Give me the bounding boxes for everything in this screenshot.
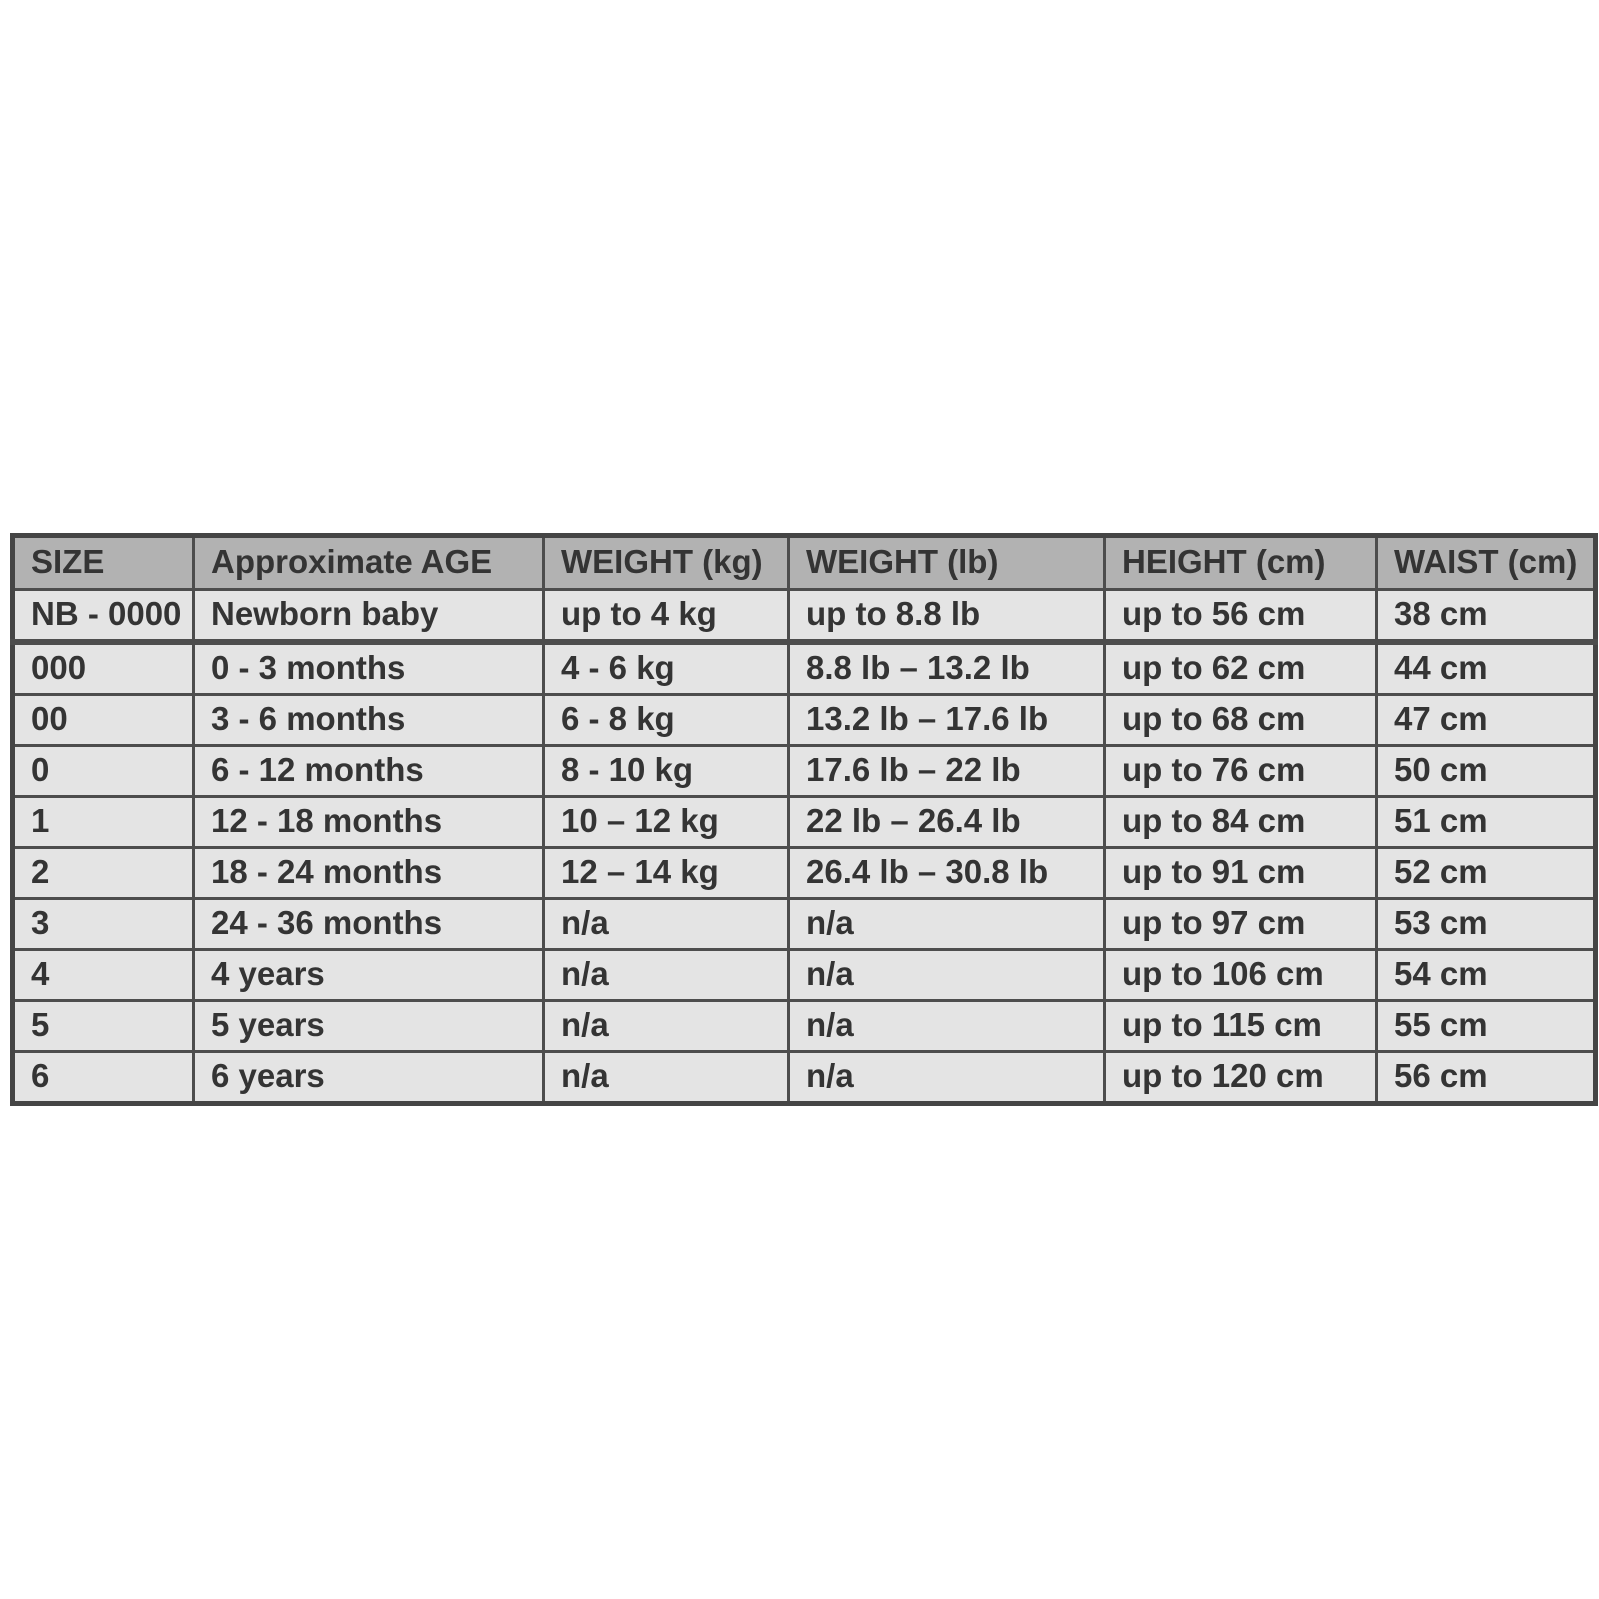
cell-size: 000: [13, 642, 194, 695]
table-row: [13, 797, 1596, 848]
cell-age: 6 years: [194, 1052, 544, 1104]
cell-weight-lb: 17.6 lb – 22 lb: [789, 746, 1105, 797]
cell-height-cm: up to 120 cm: [1105, 1052, 1377, 1104]
cell-weight-lb: 26.4 lb – 30.8 lb: [789, 848, 1105, 899]
cell-waist-cm: 38 cm: [1377, 590, 1596, 643]
cell-size: 6: [13, 1052, 194, 1104]
table-row: [13, 746, 1596, 797]
cell-age: 6 - 12 months: [194, 746, 544, 797]
cell-waist-cm: 52 cm: [1377, 848, 1596, 899]
size-chart-table: [10, 533, 1598, 1106]
cell-height-cm: up to 56 cm: [1105, 590, 1377, 643]
cell-waist-cm: 54 cm: [1377, 950, 1596, 1001]
cell-waist-cm: 47 cm: [1377, 695, 1596, 746]
cell-weight-lb: 13.2 lb – 17.6 lb: [789, 695, 1105, 746]
cell-weight-lb: n/a: [789, 950, 1105, 1001]
cell-size: 2: [13, 848, 194, 899]
table-row: [13, 848, 1596, 899]
cell-height-cm: up to 76 cm: [1105, 746, 1377, 797]
cell-height-cm: up to 68 cm: [1105, 695, 1377, 746]
cell-waist-cm: 56 cm: [1377, 1052, 1596, 1104]
cell-height-cm: up to 106 cm: [1105, 950, 1377, 1001]
cell-age: 3 - 6 months: [194, 695, 544, 746]
header-cell-waist-cm: WAIST (cm): [1377, 536, 1596, 590]
header-cell-weight-lb: WEIGHT (lb): [789, 536, 1105, 590]
cell-height-cm: up to 84 cm: [1105, 797, 1377, 848]
cell-waist-cm: 50 cm: [1377, 746, 1596, 797]
cell-weight-kg: 4 - 6 kg: [544, 642, 789, 695]
cell-weight-lb: n/a: [789, 1001, 1105, 1052]
cell-age: 18 - 24 months: [194, 848, 544, 899]
cell-size: 4: [13, 950, 194, 1001]
cell-size: 00: [13, 695, 194, 746]
cell-weight-kg: 6 - 8 kg: [544, 695, 789, 746]
cell-weight-lb: up to 8.8 lb: [789, 590, 1105, 643]
cell-waist-cm: 44 cm: [1377, 642, 1596, 695]
cell-waist-cm: 55 cm: [1377, 1001, 1596, 1052]
cell-height-cm: up to 91 cm: [1105, 848, 1377, 899]
cell-waist-cm: 53 cm: [1377, 899, 1596, 950]
table-row: [13, 642, 1596, 695]
table-header-row: [13, 536, 1596, 590]
cell-weight-kg: up to 4 kg: [544, 590, 789, 643]
cell-size: 0: [13, 746, 194, 797]
cell-size: 3: [13, 899, 194, 950]
header-cell-weight-kg: WEIGHT (kg): [544, 536, 789, 590]
table-row: [13, 590, 1596, 643]
size-chart: [10, 533, 1593, 1106]
table-row: [13, 1001, 1596, 1052]
table-row: [13, 899, 1596, 950]
cell-age: 5 years: [194, 1001, 544, 1052]
cell-height-cm: up to 62 cm: [1105, 642, 1377, 695]
cell-weight-lb: 8.8 lb – 13.2 lb: [789, 642, 1105, 695]
cell-weight-kg: n/a: [544, 950, 789, 1001]
cell-size: 1: [13, 797, 194, 848]
table-row: [13, 695, 1596, 746]
cell-weight-kg: n/a: [544, 1052, 789, 1104]
cell-height-cm: up to 115 cm: [1105, 1001, 1377, 1052]
cell-weight-kg: 12 – 14 kg: [544, 848, 789, 899]
header-cell-size: SIZE: [13, 536, 194, 590]
cell-weight-lb: n/a: [789, 899, 1105, 950]
cell-weight-kg: n/a: [544, 1001, 789, 1052]
cell-age: 12 - 18 months: [194, 797, 544, 848]
cell-height-cm: up to 97 cm: [1105, 899, 1377, 950]
table-row: [13, 950, 1596, 1001]
cell-size: NB - 0000: [13, 590, 194, 643]
cell-age: 0 - 3 months: [194, 642, 544, 695]
header-cell-height-cm: HEIGHT (cm): [1105, 536, 1377, 590]
cell-weight-kg: 8 - 10 kg: [544, 746, 789, 797]
cell-weight-kg: n/a: [544, 899, 789, 950]
cell-age: Newborn baby: [194, 590, 544, 643]
cell-weight-lb: 22 lb – 26.4 lb: [789, 797, 1105, 848]
table-row: [13, 1052, 1596, 1104]
cell-waist-cm: 51 cm: [1377, 797, 1596, 848]
header-cell-age: Approximate AGE: [194, 536, 544, 590]
cell-weight-kg: 10 – 12 kg: [544, 797, 789, 848]
cell-age: 24 - 36 months: [194, 899, 544, 950]
cell-size: 5: [13, 1001, 194, 1052]
cell-age: 4 years: [194, 950, 544, 1001]
cell-weight-lb: n/a: [789, 1052, 1105, 1104]
